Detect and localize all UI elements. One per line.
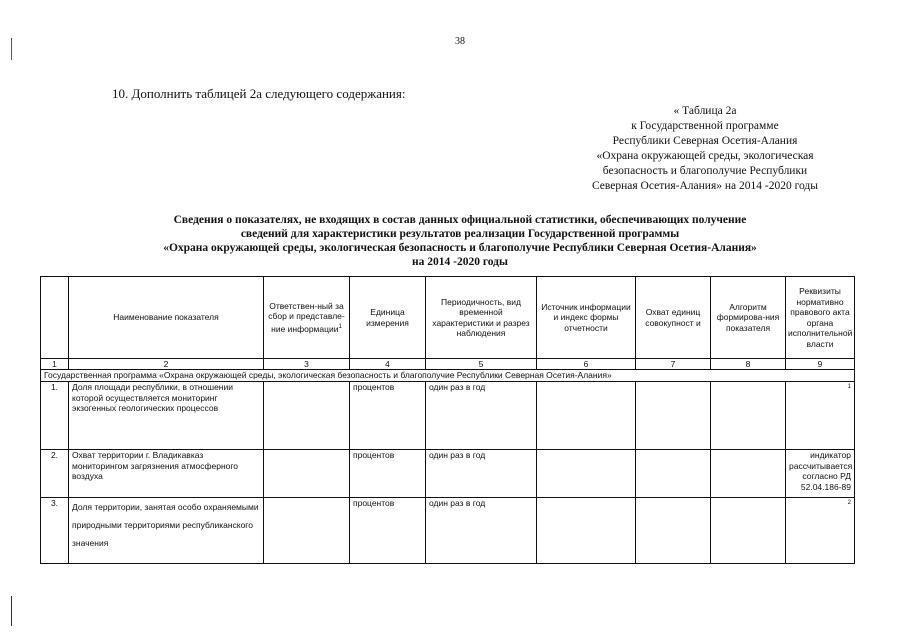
indicators-table [40,276,855,564]
source-cell [537,382,636,450]
coverage-cell [636,450,711,498]
table-header-row [41,277,855,359]
header-requisites: Реквизиты нормативно правового акта органа исполнительной власти [786,277,855,359]
requisites-cell [786,382,855,450]
column-number-row [41,359,855,370]
heading-line: на 2014 -2020 годы [412,256,508,268]
header-algorithm: Алгоритм формирова-ния показателя [711,277,786,359]
appendix-line: Республики Северная Осетия-Алания [612,135,798,147]
section-title: Государственная программа «Охрана окружающей среды, экологическая безопасность и благополучие Республики Северная Осетия-Алания» [41,370,855,382]
periodicity-cell: один раз в год [426,382,537,450]
table-row [41,382,855,450]
column-number: 1 [41,359,69,370]
page-number: 38 [455,36,465,47]
appendix-line: безопасность и благополучие Республики [602,165,808,177]
coverage-cell [636,382,711,450]
periodicity-cell: один раз в год [426,498,537,564]
appendix-line: «Охрана окружающей среды, экологическая [596,150,814,162]
source-cell [537,498,636,564]
appendix-line: Северная Осетия-Алания» на 2014 -2020 годы [591,180,819,192]
appendix-line: « Таблица 2а [673,105,737,117]
unit-cell: процентов [350,450,426,498]
scan-margin-mark [11,596,12,626]
row-index: 2. [41,450,69,498]
heading-line: «Охрана окружающей среды, экологическая безопасность и благополучие Республики Северная Осетия-Алания» [163,242,757,254]
unit-cell: процентов [350,382,426,450]
header-unit: Единица измерения [350,277,426,359]
indicator-name: Охват территории г. Владикавказ мониторингом загрязнения атмосферного воздуха [69,450,264,498]
algorithm-cell [711,498,786,564]
appendix-caption [560,104,850,194]
column-number: 9 [786,359,855,370]
header-coverage: Охват единиц совокупност и [636,277,711,359]
algorithm-cell [711,382,786,450]
header-source: Источник информации и индекс формы отчетности [537,277,636,359]
column-number: 6 [537,359,636,370]
column-number: 7 [636,359,711,370]
column-number: 2 [69,359,264,370]
table-row [41,498,855,564]
responsible-cell [264,382,350,450]
column-number: 5 [426,359,537,370]
algorithm-cell [711,450,786,498]
scan-margin-mark [11,38,12,60]
indicator-name: Доля территории, занятая особо охраняемыми природными территориями республиканского значения [69,498,264,564]
header-periodicity: Периодичность, вид временной характеристики и разрез наблюдения [426,277,537,359]
unit-cell: процентов [350,498,426,564]
row-index: 1. [41,382,69,450]
header-responsible [264,277,350,359]
footnote-marker: 2 [847,500,851,506]
periodicity-cell: один раз в год [426,450,537,498]
column-number: 8 [711,359,786,370]
column-number: 3 [264,359,350,370]
requisites-cell: индикатор рассчитывается согласно РД 52.04.186-89 [786,450,855,498]
column-number: 4 [350,359,426,370]
responsible-cell [264,450,350,498]
responsible-cell [264,498,350,564]
table-row [41,450,855,498]
appendix-line: к Государственной программе [631,120,779,132]
header-name: Наименование показателя [69,277,264,359]
indicator-name: Доля площади республики, в отношении которой осуществляется мониторинг экзогенных геологических процессов [69,382,264,450]
requisites-cell [786,498,855,564]
footnote-marker: 1 [847,384,851,390]
footnote-marker: 1 [338,323,342,330]
heading-line: сведений для характеристики результатов реализации Государственной программы [240,228,680,240]
header-index [41,277,69,359]
coverage-cell [636,498,711,564]
lead-paragraph: 10. Дополнить таблицей 2а следующего содержания: [112,86,406,101]
header-responsible-text: Ответствен-ный за сбор и представле-ние информации [268,300,345,334]
section-row [41,370,855,382]
table-heading [60,213,860,269]
source-cell [537,450,636,498]
row-index: 3. [41,498,69,564]
heading-line: Сведения о показателях, не входящих в состав данных официальной статистики, обеспечивающих получение [173,214,747,226]
